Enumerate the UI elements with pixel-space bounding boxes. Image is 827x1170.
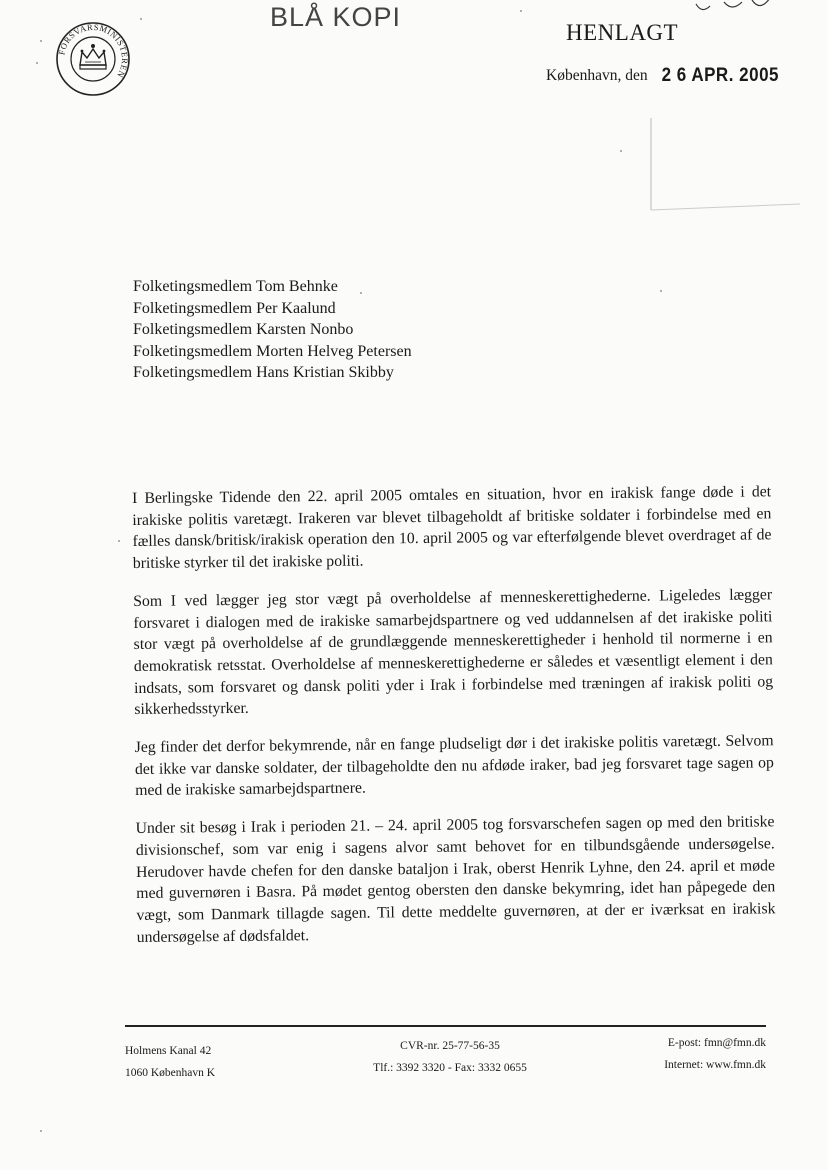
scan-speck	[520, 10, 522, 12]
date-label: København, den	[546, 67, 648, 84]
recipient-item: Folketingsmedlem Karsten Nonbo	[133, 321, 354, 339]
archived-status-stamp: HENLAGT	[566, 20, 679, 45]
scan-speck	[36, 62, 38, 64]
email-address: E-post: fmn@fmn.dk	[667, 1037, 766, 1049]
footer-contact	[600, 1032, 766, 1076]
footer-divider	[125, 1025, 766, 1027]
scan-speck	[40, 40, 42, 42]
body-paragraph: Som I ved lægger jeg stor vægt på overholdelse af menneskerettighederne. Ligeledes lægger forsvaret i dialogen med de irakiske samarbejdspartnere og ved uddannelsen af det irakiske politi stor vægt på overholdelse af de grundlæggende menneskerettigheder i henhold til normerne i en demokratisk retsstat. Overholdelse af menneskerettighederne er således et væsentligt element i den indsats, som forsvaret og dansk politi yder i Irak i forbindelse med træningen af irakisk politi og sikkerhedsstyrker.	[133, 586, 774, 719]
body-paragraph: I Berlingske Tidende den 22. april 2005 omtales en situation, hvor en irakisk fange døde i det irakiske politis varetægt. Irakeren var blevet tilbageholdt af britiske soldater i forbindelse med en fælles dansk/britisk/irakisk operation den 10. april 2005 og var efterfølgende blevet overdraget af de britiske styrker til det irakiske politi.	[132, 483, 772, 573]
svg-text:FORSVARSMINISTEREN: FORSVARSMINISTEREN	[56, 21, 131, 80]
cvr-number: CVR-nr. 25-77-56-35	[400, 1040, 500, 1052]
body-paragraph: Under sit besøg i Irak i perioden 21. – 24. april 2005 tog forsvarschefen sagen op med den britiske divisionschef, som var enig i sagens alvor samt behovet for en tilbundsgående undersøgelse. Herudover havde chefen for den danske bataljon i Irak, oberst Henrik Lyhne, den 24. april et møde med guvernøren i Basra. På mødet gentog obersten den danske bekymring, idet han påpegede den vægt, som Danmark tillagde sagen. Til dette meddelte guvernøren, at der er iværksat en irakisk undersøgelse af dødsfaldet.	[135, 813, 776, 946]
blue-copy-stamp: BLÅ KOPI	[270, 2, 402, 32]
footer-registration	[350, 1035, 550, 1079]
date-stamp-value: 2 6 APR. 2005	[661, 63, 779, 86]
scan-corner-mark	[650, 118, 805, 223]
footer-address	[125, 1040, 215, 1084]
date-line	[546, 65, 779, 85]
recipient-list	[133, 276, 412, 384]
letter-body	[132, 481, 776, 964]
phone-fax: Tlf.: 3392 3320 - Fax: 3332 0655	[373, 1062, 527, 1074]
handwriting-mark	[690, 0, 780, 27]
ministry-crown-seal-icon	[52, 18, 134, 100]
scan-speck	[360, 292, 362, 294]
recipient-item: Folketingsmedlem Hans Kristian Skibby	[133, 364, 394, 382]
recipient-item: Folketingsmedlem Tom Behnke	[133, 278, 338, 295]
recipient-item: Folketingsmedlem Morten Helveg Petersen	[133, 342, 412, 360]
scan-speck	[40, 1130, 42, 1132]
scan-speck	[118, 540, 120, 542]
scan-speck	[620, 150, 622, 152]
address-street: Holmens Kanal 42	[125, 1045, 212, 1057]
scan-speck	[660, 290, 662, 292]
address-city: 1060 København K	[125, 1067, 216, 1079]
scan-speck	[140, 18, 142, 20]
body-paragraph: Jeg finder det derfor bekymrende, når en fange pludseligt dør i det irakiske politis varetægt. Selvom det ikke var danske soldater, der tilbageholdte den nu afdøde iraker, bad jeg forsvaret tage sagen op med de irakiske samarbejdspartnere.	[134, 732, 774, 800]
website-address: Internet: www.fmn.dk	[664, 1059, 766, 1071]
recipient-item: Folketingsmedlem Per Kaalund	[133, 299, 336, 317]
